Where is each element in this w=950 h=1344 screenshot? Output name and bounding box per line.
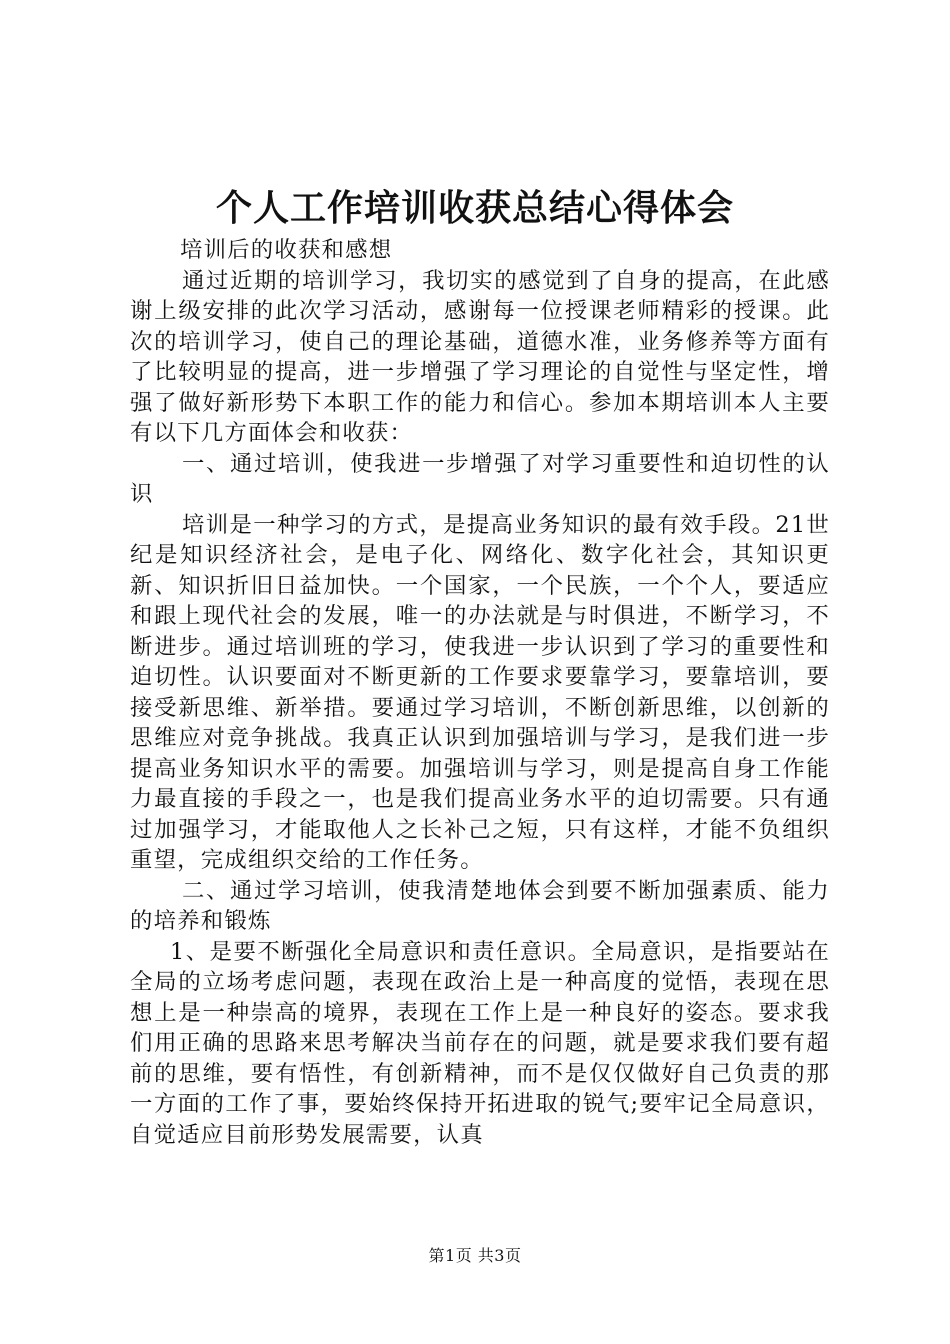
document-body xyxy=(130,235,830,1150)
subtitle-paragraph: 培训后的收获和感想 xyxy=(180,237,393,263)
page-number-footer: 第1页 共3页 xyxy=(428,1246,522,1265)
section-heading-two: 二、通过学习培训，使我清楚地体会到要不断加强素质、能力的培养和锻炼 xyxy=(130,877,830,934)
section-two-item-one: 1、是要不断强化全局意识和责任意识。全局意识，是指要站在全局的立场考虑问题，表现在政治上是一种高度的觉悟，表现在思想上是一种崇高的境界，表现在工作上是一种良好的姿态。要求我们用正确的思路来思考解决当前存在的问题，就是要求我们要有超前的思维，要有悟性，有创新精神，而不是仅仅做好自己负责的那一方面的工作了事，要始终保持开拓进取的锐气;要牢记全局意识，自觉适应目前形势发展需要，认真 xyxy=(130,938,830,1148)
document-title: 个人工作培训收获总结心得体会 xyxy=(215,187,734,229)
section-one-paragraph: 培训是一种学习的方式，是提高业务知识的最有效手段。21世纪是知识经济社会，是电子化、网络化、数字化社会，其知识更新、知识折旧日益加快。一个国家，一个民族，一个个人，要适应和跟上现代社会的发展，唯一的办法就是与时俱进，不断学习，不断进步。通过培训班的学习，使我进一步认识到了学习的重要性和迫切性。认识要面对不断更新的工作要求要靠学习，要靠培训，要接受新思维、新举措。要通过学习培训，不断创新思维，以创新的思维应对竞争挑战。我真正认识到加强培训与学习，是我们进一步提高业务知识水平的需要。加强培训与学习，则是提高自身工作能力最直接的手段之一，也是我们提高业务水平的迫切需要。只有通过加强学习，才能取他人之长补己之短，只有这样，才能不负组织重望，完成组织交给的工作任务。 xyxy=(130,511,830,873)
intro-paragraph: 通过近期的培训学习，我切实的感觉到了自身的提高，在此感谢上级安排的此次学习活动，感谢每一位授课老师精彩的授课。此次的培训学习，使自己的理论基础，道德水准，业务修养等方面有了比较明显的提高，进一步增强了学习理论的自觉性与坚定性，增强了做好新形势下本职工作的能力和信心。参加本期培训本人主要有以下几方面体会和收获： xyxy=(130,267,830,446)
section-heading-one: 一、通过培训，使我进一步增强了对学习重要性和迫切性的认识 xyxy=(130,450,830,507)
